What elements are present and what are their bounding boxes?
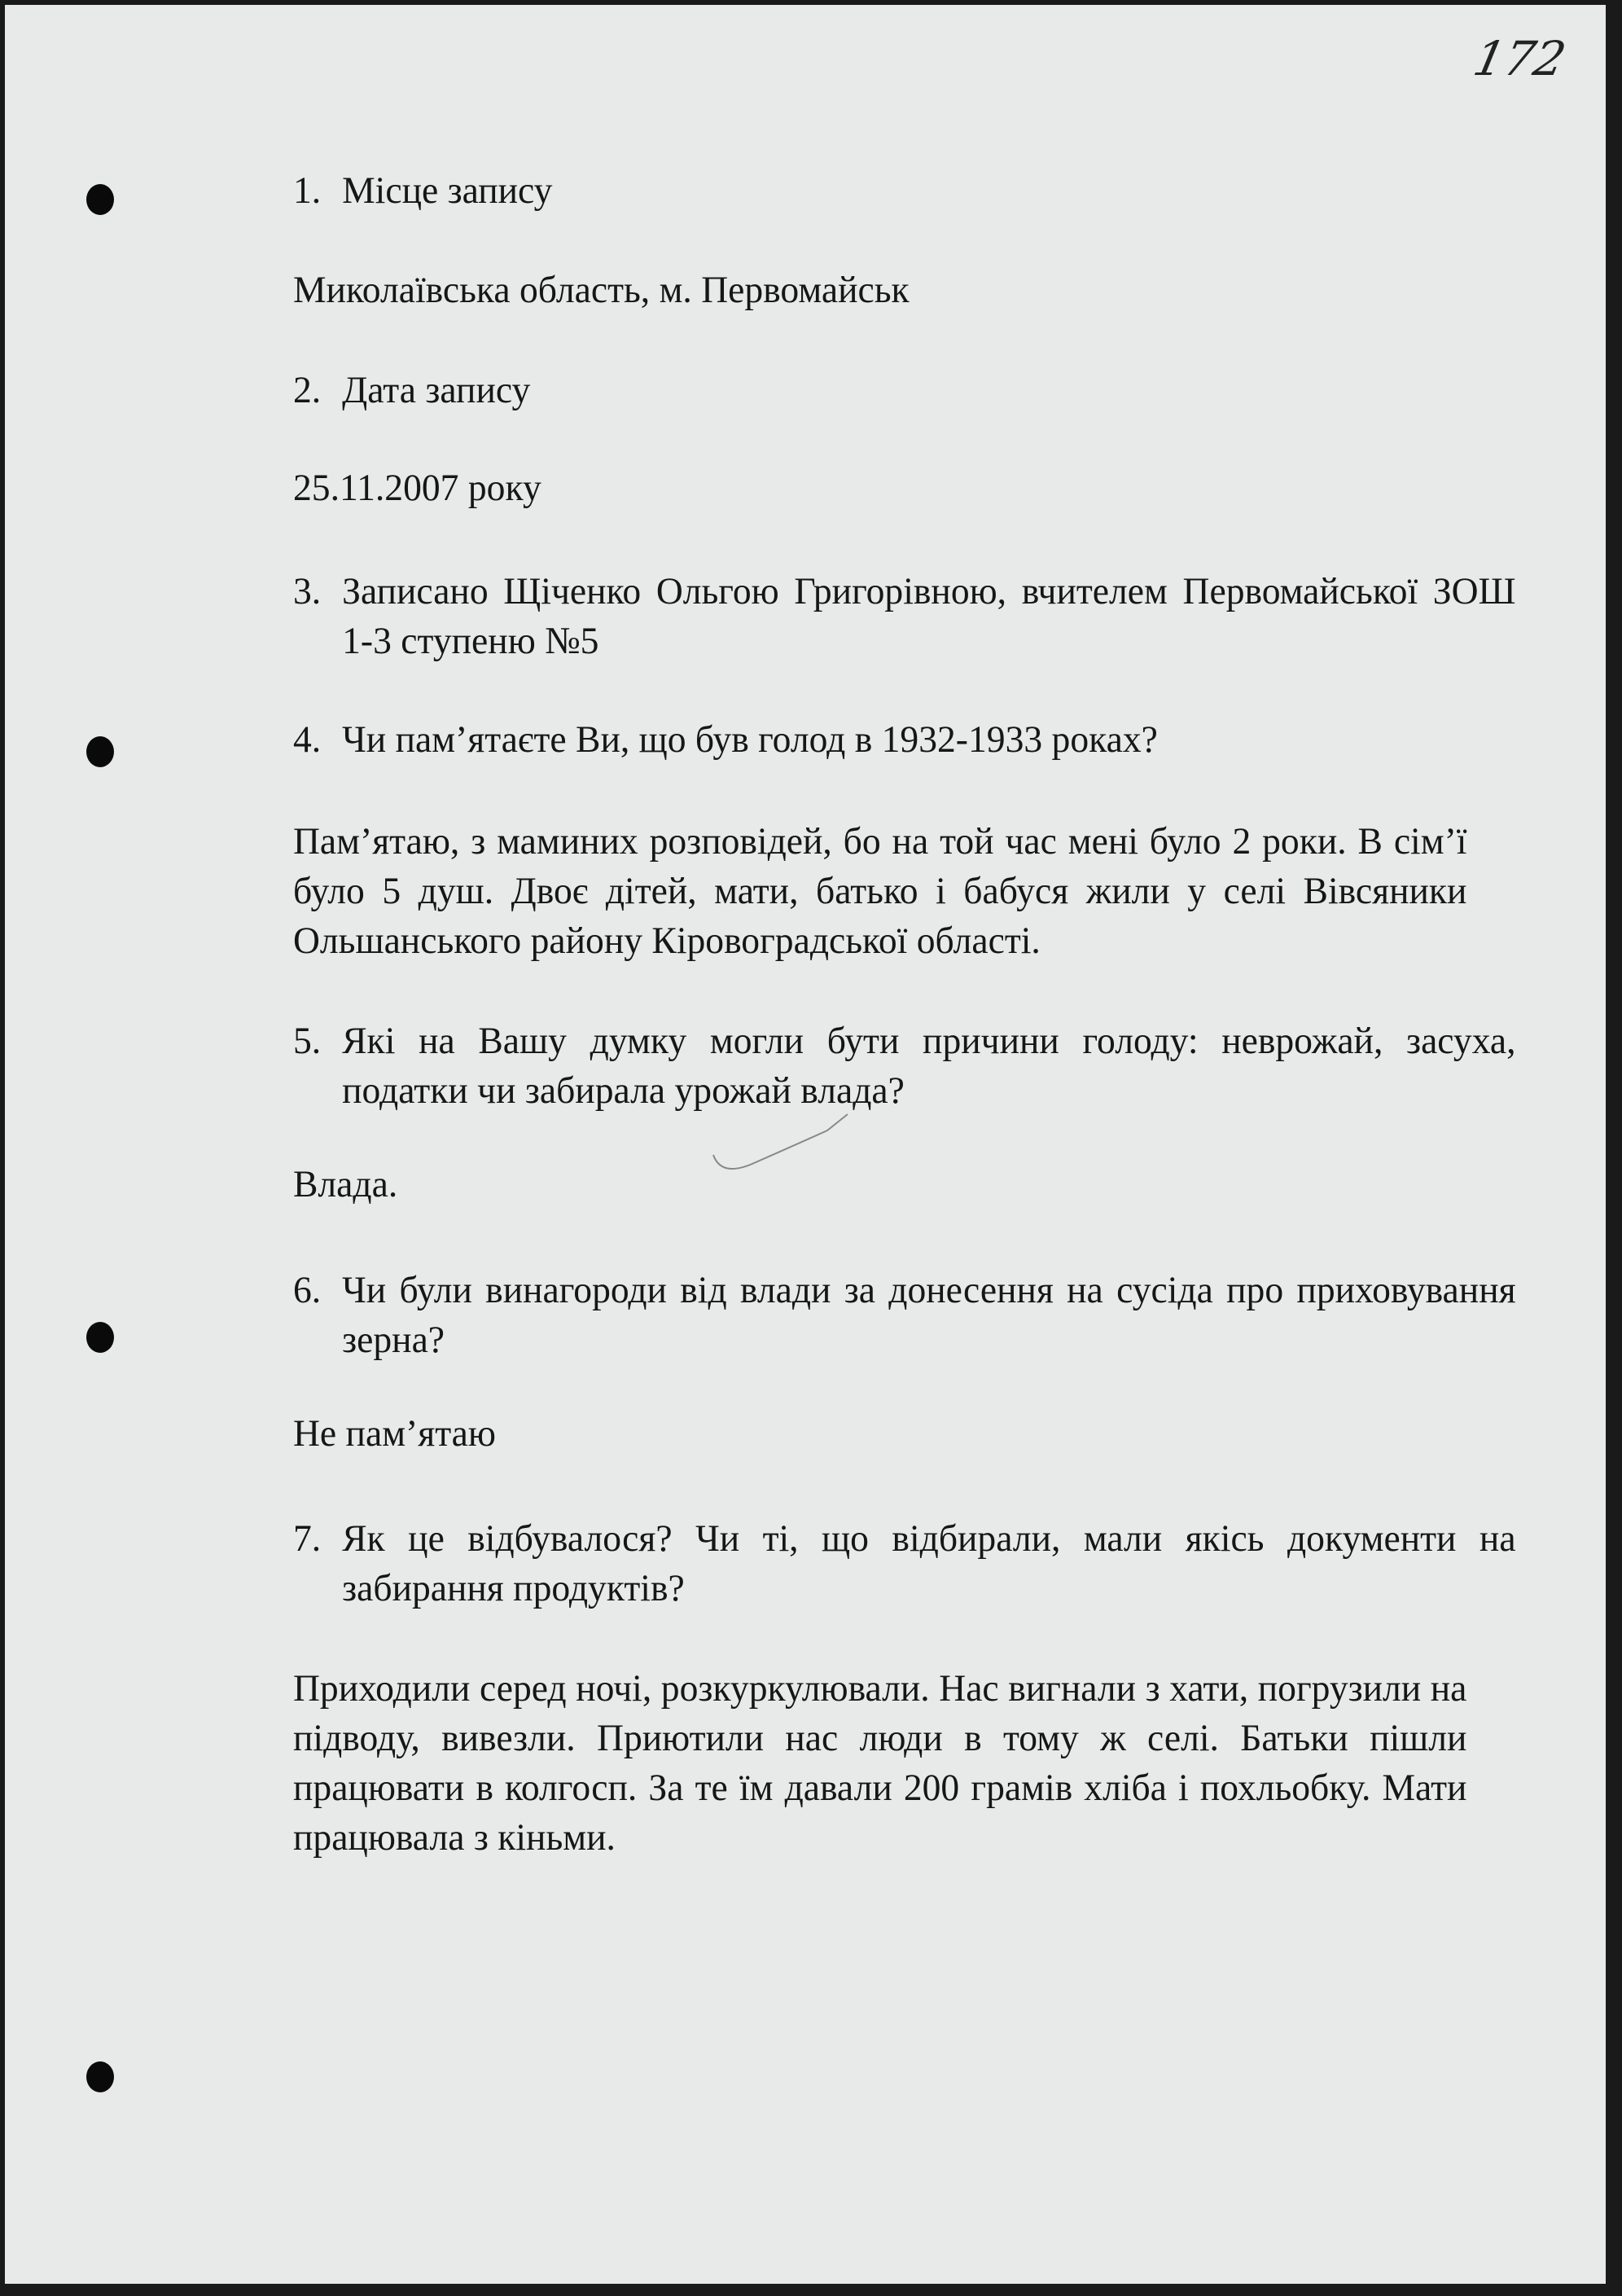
answer-5: Влада.	[293, 1163, 398, 1205]
question-5: 5. Які на Вашу думку могли бути причини голоду: неврожай, засуха, податки чи забирала урожай влада?	[293, 1020, 1516, 1112]
handwritten-page-number: 172	[1469, 31, 1572, 86]
question-2: 2. Дата запису	[293, 369, 531, 411]
punch-hole	[86, 2061, 114, 2092]
answer-7: Приходили серед ночі, розкуркулювали. Нас вигнали з хати, погрузили на підводу, вивезли. Приютили нас люди в тому ж селі. Батьки пішли працювати в колгосп. За те їм давали 200 грамів хліба і похльобку. Мати працювала з кіньми.	[293, 1667, 1467, 1859]
document-page	[5, 5, 1606, 2284]
question-3: 3. Записано Щіченко Ольгою Григорівною, вчителем Первомайської ЗОШ 1-3 ступеню №5	[293, 570, 1516, 662]
question-7: 7. Як це відбувалося? Чи ті, що відбирали, мали якісь документи на забирання продуктів?	[293, 1517, 1516, 1609]
punch-hole	[86, 1322, 114, 1353]
answer-6: Не пам’ятаю	[293, 1412, 496, 1455]
question-6: 6. Чи були винагороди від влади за донесення на сусіда про приховування зерна?	[293, 1269, 1516, 1361]
question-4: 4. Чи пам’ятаєте Ви, що був голод в 1932-1933 роках?	[293, 718, 1158, 761]
question-1: 1. Місце запису	[293, 169, 553, 212]
punch-hole	[86, 736, 114, 767]
punch-hole	[86, 184, 114, 215]
answer-4: Пам’ятаю, з маминих розповідей, бо на той час мені було 2 роки. В сім’ї було 5 душ. Двоє дітей, мати, батько і бабуся жили у селі Вівсяники Ольшанського району Кіровоградської області.	[293, 820, 1467, 962]
answer-2: 25.11.2007 року	[293, 467, 541, 509]
answer-1: Миколаївська область, м. Первомайськ	[293, 269, 910, 311]
